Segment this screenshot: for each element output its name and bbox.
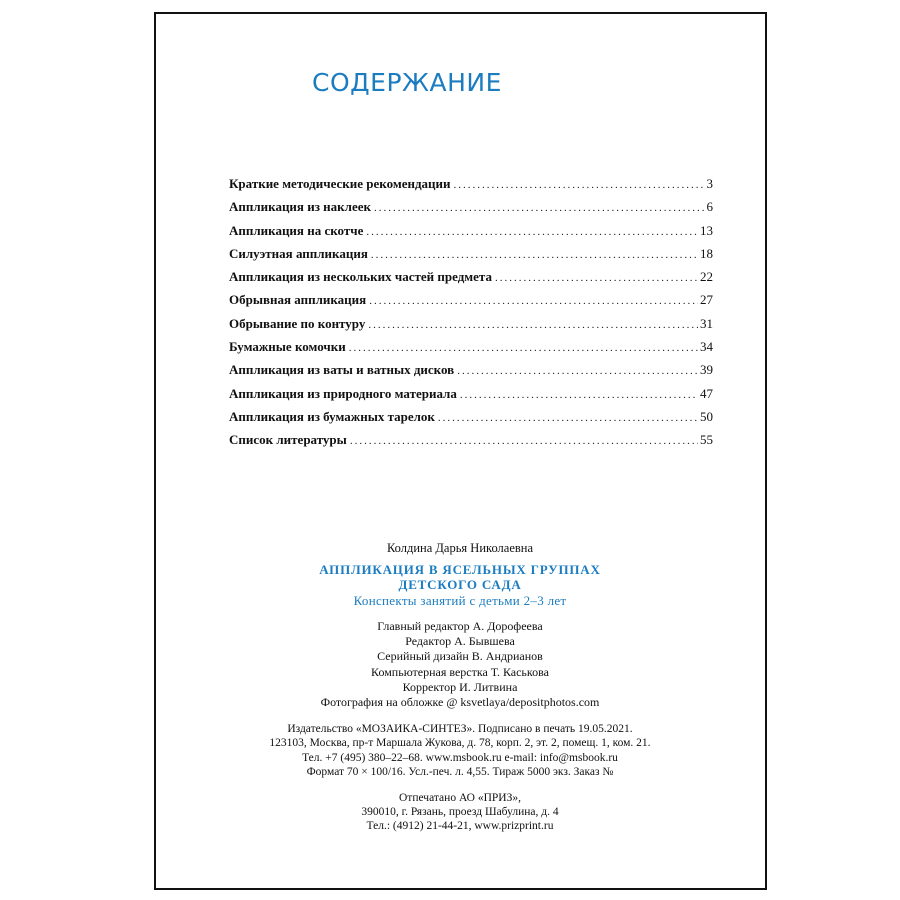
toc-entry-label: Аппликация из наклеек xyxy=(229,199,371,215)
toc-entry xyxy=(229,269,713,292)
toc-entry xyxy=(229,386,713,409)
toc-entry-label: Аппликация из природного материала xyxy=(229,385,457,401)
toc-entry-page: 18 xyxy=(700,245,713,261)
toc-entry xyxy=(229,339,713,362)
toc-entry-page: 22 xyxy=(700,269,713,285)
toc-leader-dots xyxy=(371,249,698,261)
publisher-line: Тел. +7 (495) 380–22–68. www.msbook.ru e-mail: info@msbook.ru xyxy=(302,751,618,764)
printer-line: Отпечатано АО «ПРИЗ», xyxy=(399,792,521,805)
toc-leader-dots xyxy=(366,226,698,238)
toc-entry-label: Список литературы xyxy=(229,432,347,448)
toc-entry xyxy=(229,292,713,315)
toc-entry-page: 6 xyxy=(706,199,713,215)
toc-entry-page: 47 xyxy=(700,385,713,401)
toc-entry-label: Аппликация из ваты и ватных дисков xyxy=(229,362,455,378)
toc-leader-dots xyxy=(369,295,698,307)
publisher-line: Формат 70 × 100/16. Усл.-печ. л. 4,55. Тираж 5000 экз. Заказ № xyxy=(306,765,614,778)
toc-leader-dots xyxy=(374,202,705,214)
book-title-line-1: АППЛИКАЦИЯ В ЯСЕЛЬНЫХ ГРУППАХ xyxy=(319,562,601,577)
table-of-contents xyxy=(229,176,713,456)
toc-entry-label: Обрывание по контуру xyxy=(229,315,366,331)
publisher-line: 123103, Москва, пр-т Маршала Жукова, д. 78, корп. 2, эт. 2, помещ. 1, ком. 21. xyxy=(269,737,651,750)
toc-title: СОДЕРЖАНИЕ xyxy=(312,68,502,97)
toc-leader-dots xyxy=(349,342,698,354)
credit-line: Редактор А. Бывшева xyxy=(405,634,515,649)
toc-entry xyxy=(229,199,713,222)
toc-entry-label: Аппликация на скотче xyxy=(229,222,364,238)
toc-entry-page: 34 xyxy=(700,339,713,355)
toc-entry xyxy=(229,316,713,339)
toc-entry xyxy=(229,432,713,455)
author-name: Колдина Дарья Николаевна xyxy=(386,541,534,555)
toc-leader-dots xyxy=(460,389,698,401)
printer-line: 390010, г. Рязань, проезд Шабулина, д. 4 xyxy=(361,806,559,819)
toc-entry-label: Силуэтная аппликация xyxy=(229,245,368,261)
toc-entry-page: 27 xyxy=(700,292,713,308)
credit-line: Корректор И. Литвина xyxy=(402,679,518,694)
toc-entry-page: 39 xyxy=(700,362,713,378)
toc-entry-label: Краткие методические рекомендации xyxy=(229,176,451,191)
toc-leader-dots xyxy=(350,435,698,447)
publisher-line: Издательство «МОЗАИКА-СИНТЕЗ». Подписано в печать 19.05.2021. xyxy=(287,723,633,736)
imprint-block xyxy=(160,540,760,834)
toc-leader-dots xyxy=(495,272,698,284)
toc-entry-label: Обрывная аппликация xyxy=(229,292,367,308)
toc-entry-label: Бумажные комочки xyxy=(229,339,346,355)
book-subtitle: Конспекты занятий с детьми 2–3 лет xyxy=(353,593,567,608)
toc-leader-dots xyxy=(438,412,698,424)
toc-entry-page: 13 xyxy=(700,222,713,238)
toc-entry-page: 3 xyxy=(706,176,713,191)
cover-photo-credit: Фотография на обложке @ ksvetlaya/depositphotos.com xyxy=(320,695,600,710)
toc-entry-label: Аппликация из бумажных тарелок xyxy=(229,408,435,424)
toc-leader-dots xyxy=(454,179,705,191)
toc-entry-page: 50 xyxy=(700,408,713,424)
toc-entry xyxy=(229,362,713,385)
credit-line: Серийный дизайн В. Андрианов xyxy=(377,649,543,664)
toc-entry-page: 31 xyxy=(700,315,713,331)
book-title-line-2: ДЕТСКОГО САДА xyxy=(398,577,522,592)
toc-entry-label: Аппликация из нескольких частей предмета xyxy=(229,269,492,285)
toc-entry-page: 55 xyxy=(700,432,713,448)
toc-entry xyxy=(229,409,713,432)
toc-leader-dots xyxy=(368,319,698,331)
printer-line: Тел.: (4912) 21-44-21, www.prizprint.ru xyxy=(366,820,554,833)
credit-line: Главный редактор А. Дорофеева xyxy=(377,619,543,633)
credit-line: Компьютерная верстка Т. Каськова xyxy=(371,664,549,679)
toc-leader-dots xyxy=(457,365,698,377)
toc-entry xyxy=(229,223,713,246)
toc-entry xyxy=(229,246,713,269)
toc-entry xyxy=(229,176,713,199)
